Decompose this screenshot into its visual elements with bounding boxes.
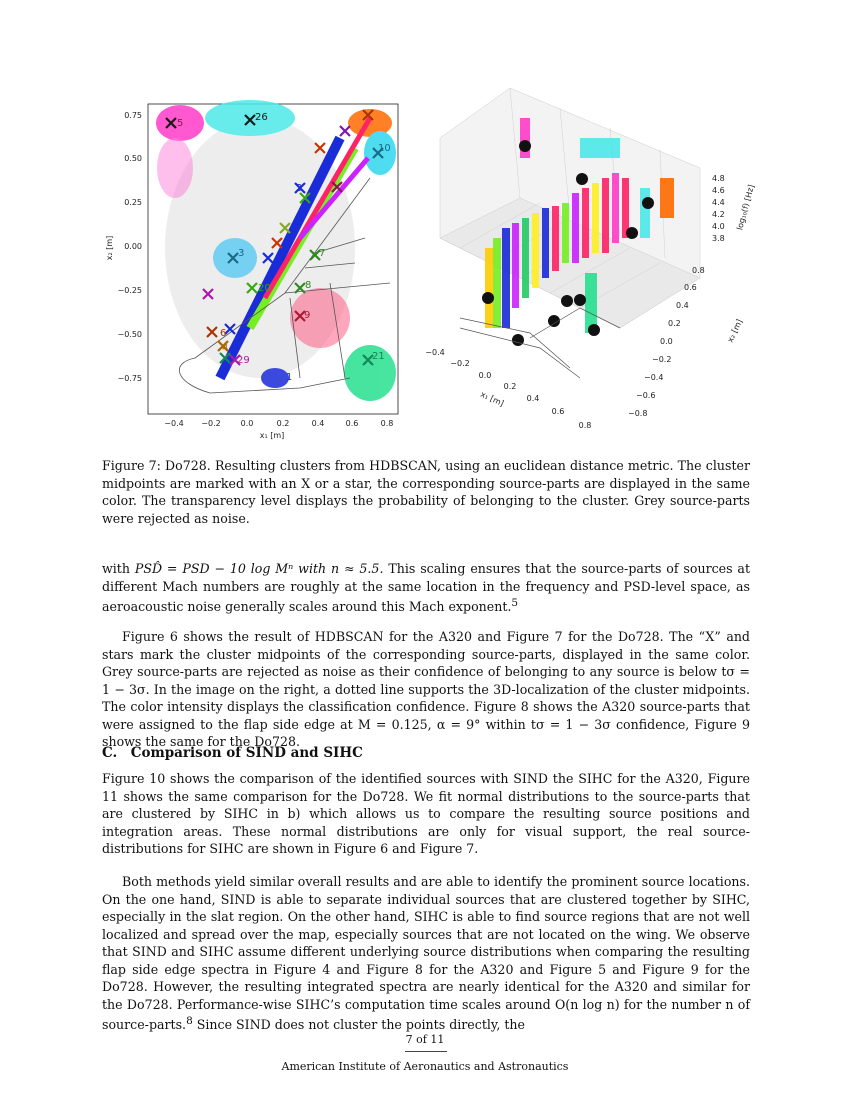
left-cluster-plot — [105, 100, 398, 440]
figure-7 — [100, 78, 760, 448]
xtick: 0.4 — [526, 394, 540, 403]
left-y-ticks — [117, 111, 142, 383]
ytick: −0.6 — [636, 391, 656, 400]
ztick: 4.4 — [712, 198, 725, 207]
para3-text: Figure 10 shows the comparison of the identified sources with SIND the SIHC for the A320, Figure 11 shows the same comparison for the Do728. We fit normal distributions to the source-parts that are clustered by SIHC in b) which allows us to compare the resulting source positions and integration areas. These normal distributions are only for visual support, the real source-distributions for SIHC are shown in Figure 6 and Figure 7. — [102, 771, 750, 856]
xtick: 0.6 — [551, 407, 565, 416]
label-6: 6 — [220, 328, 227, 339]
ytick: −0.25 — [117, 286, 142, 295]
xtick: 0.2 — [276, 419, 290, 428]
ztick: 3.8 — [712, 234, 725, 243]
ytick: −0.8 — [628, 409, 648, 418]
para4-tail: Since SIND does not cluster the points directly, the — [192, 1017, 525, 1033]
para1-text: This scaling ensures that the source-parts of sources at different Mach numbers are roughly at the same location in the frequency and PSD-level space, as aeroacoustic noise generally scales around this Mach exponent. — [102, 561, 751, 615]
xtick: 0.0 — [478, 371, 492, 380]
xtick: 0.8 — [578, 421, 592, 430]
page-number: 7 of 11 — [405, 1033, 445, 1046]
figure-caption: Figure 7: Do728. Resulting clusters from HDBSCAN, using an euclidean distance metric. The cluster midpoints are marked with an X or a star, the corresponding source-parts are displayed in the same color. The transparency level displays the probability of belonging to the cluster. Grey source-parts were rejected as noise. — [102, 458, 750, 526]
right-x-ticks — [425, 348, 591, 430]
ytick: 0.00 — [124, 242, 142, 251]
label-3b: 3 — [296, 183, 303, 194]
paragraph-hdbscan-results — [102, 628, 750, 751]
section-heading: C. Comparison of SIND and SIHC — [102, 745, 363, 761]
label-20: 20 — [258, 283, 271, 294]
xtick: 0.0 — [240, 419, 254, 428]
ytick: −0.50 — [117, 330, 142, 339]
para4-ref: 8 — [186, 1015, 193, 1027]
ytick: 0.25 — [124, 198, 142, 207]
label-9: 9 — [304, 310, 311, 321]
xtick: −0.2 — [450, 359, 470, 368]
label-1: 1 — [286, 372, 293, 383]
right-zlabel: log₁₀(f) [Hz] — [735, 183, 756, 232]
ytick: 0.8 — [692, 266, 705, 275]
xtick: −0.4 — [425, 348, 445, 357]
paragraph-methods — [102, 873, 750, 1034]
label-7: 7 — [319, 248, 326, 259]
paragraph-scaling — [102, 560, 750, 616]
figure-7-svg — [100, 78, 760, 448]
footer-divider — [405, 1051, 447, 1052]
ytick: −0.2 — [652, 355, 672, 364]
label-10: 10 — [378, 143, 391, 154]
ztick: 4.8 — [712, 174, 725, 183]
para2-text: Figure 6 shows the result of HDBSCAN for the A320 and Figure 7 for the Do728. The “X” and stars mark the cluster midpoints of the corresponding source-parts, displayed in the same color. Grey source-parts are rejected as noise as their confidence of belonging to any source is below tσ = 1 − 3σ. In the image on the right, a dotted line supports the 3D-localization of the cluster midpoints. The color intensity displays the classification confidence. Figure 8 shows the A320 source-parts that were assigned to the flap side edge at M = 0.125, α = 9° within tσ = 1 − 3σ confidence, Figure 9 shows the same for the Do728. — [102, 629, 750, 749]
ytick: −0.75 — [117, 374, 142, 383]
label-26: 26 — [255, 112, 268, 123]
xtick: −0.2 — [201, 419, 221, 428]
para4-text: Both methods yield similar overall results and are able to identify the prominent source locations. On the one hand, SIND is able to separate individual sources that are clustered together by SIHC, especially in the slat region. On the other hand, SIHC is able to find source regions that are not well localized and spread over the map, especially sources that are not located on the wing. We observe that SIND and SIHC assume different underlying source distributions when comparing the resulting flap side edge spectra in Figure 4 and Figure 8 for the A320 and Figure 5 and Figure 9 for the Do728. However, the resulting integrated spectra are nearly identical for the A320 and similar for the Do728. Performance-wise SIHC’s computation time scales around O(n log n) for the number n of source-parts. — [102, 874, 750, 1033]
left-xlabel: x₁ [m] — [259, 431, 285, 440]
label-4: 4 — [222, 343, 229, 354]
right-3d-plot — [425, 88, 756, 430]
ztick: 4.0 — [712, 222, 725, 231]
para1-ref: 5 — [511, 597, 519, 609]
footer-organization: American Institute of Aeronautics and Astronautics — [281, 1060, 569, 1073]
para1-prefix: with — [102, 561, 135, 576]
ztick: 4.6 — [712, 186, 725, 195]
xtick: 0.4 — [311, 419, 325, 428]
xtick: 0.6 — [345, 419, 359, 428]
ytick: 0.6 — [684, 283, 697, 292]
ytick: 0.2 — [668, 319, 681, 328]
xtick: 0.2 — [503, 382, 517, 391]
ytick: 0.0 — [660, 337, 673, 346]
label-3: 3 — [238, 248, 245, 259]
right-z-ticks — [712, 174, 725, 243]
label-5: 5 — [177, 118, 184, 129]
left-x-ticks — [164, 419, 393, 428]
ztick: 4.2 — [712, 210, 725, 219]
xtick: 0.8 — [380, 419, 394, 428]
xtick: −0.4 — [164, 419, 184, 428]
label-29: 29 — [237, 355, 250, 366]
para1-formula: PSD̂ = PSD − 10 log Mⁿ with n ≈ 5.5. — [134, 561, 384, 576]
ytick: 0.4 — [676, 301, 689, 310]
left-ylabel: x₂ [m] — [105, 235, 114, 261]
right-ylabel: x₂ [m] — [725, 317, 745, 344]
right-xlabel: x₁ [m] — [479, 389, 506, 409]
ytick: 0.75 — [124, 111, 142, 120]
ytick: 0.50 — [124, 154, 142, 163]
paragraph-comparison — [102, 770, 750, 858]
label-8: 8 — [305, 280, 312, 291]
ytick: −0.4 — [644, 373, 664, 382]
label-21: 21 — [372, 351, 385, 362]
